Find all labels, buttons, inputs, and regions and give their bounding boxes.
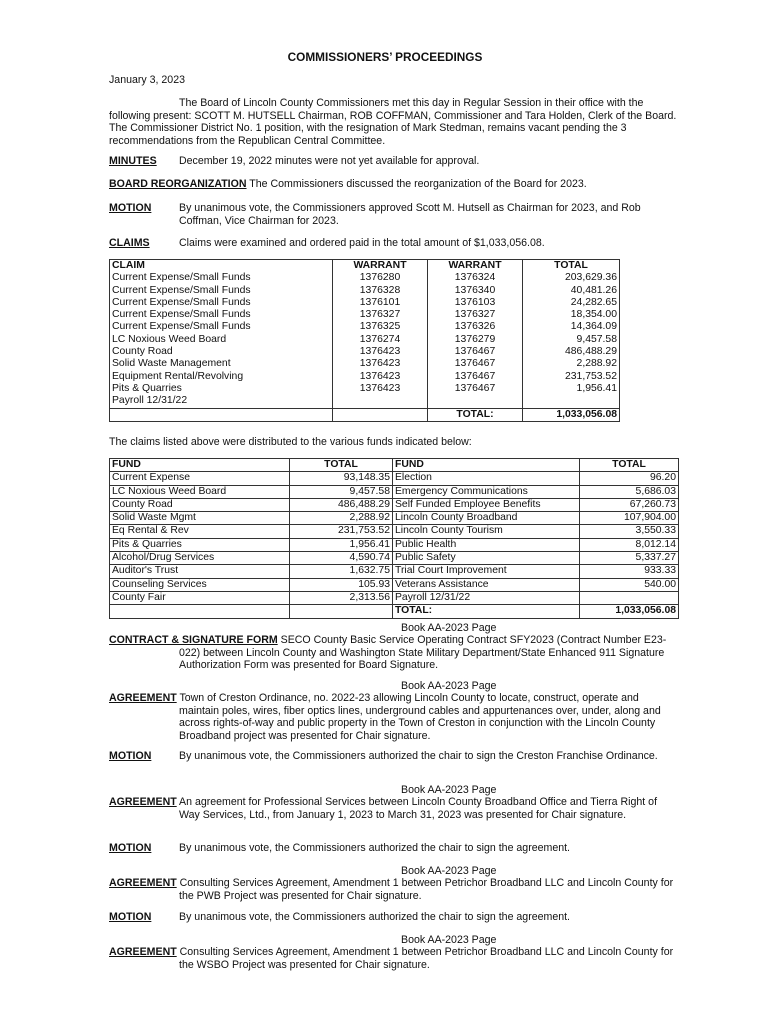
table-cell: 1376326 <box>428 321 523 333</box>
table-row <box>110 297 620 309</box>
table-cell: Public Safety <box>393 552 580 565</box>
table-row <box>110 395 620 408</box>
agreement-label: AGREEMENT <box>109 877 177 889</box>
table-cell: 1376324 <box>428 272 523 284</box>
table-cell: 3,550.33 <box>580 525 679 538</box>
table-cell: 1376423 <box>333 371 428 383</box>
table-cell: 96.20 <box>580 472 679 485</box>
table-cell <box>110 605 290 618</box>
contract-label: CONTRACT & SIGNATURE FORM <box>109 634 278 646</box>
table-cell: 1,632.75 <box>290 565 393 578</box>
table-cell: 231,753.52 <box>523 371 620 383</box>
agreement-item <box>109 946 679 971</box>
funds-table-body <box>110 472 679 618</box>
motion-text: By unanimous vote, the Commissioners authorized the chair to sign the Creston Franchise Ordinance. <box>179 750 658 762</box>
minutes-text: December 19, 2022 minutes were not yet available for approval. <box>179 155 480 167</box>
table-row <box>110 358 620 370</box>
table-cell: 93,148.35 <box>290 472 393 485</box>
column-header: TOTAL <box>523 260 620 273</box>
table-cell: Public Health <box>393 538 580 551</box>
table-row <box>110 346 620 358</box>
table-cell: 1376279 <box>428 334 523 346</box>
table-cell <box>333 395 428 408</box>
table-cell: 1376274 <box>333 334 428 346</box>
agreement-item <box>109 692 679 743</box>
table-cell: 67,260.73 <box>580 498 679 511</box>
table-cell: Current Expense <box>110 472 290 485</box>
table-cell: Solid Waste Management <box>112 358 231 370</box>
table-cell: 24,282.65 <box>523 297 620 309</box>
table-row <box>110 578 679 591</box>
contract-text: SECO County Basic Service Operating Contract SFY2023 (Contract Number E23-022) between Lincoln County and Washington State Military Department/State Enhanced 911 Signature Authorization Form was presented for Board Signature. <box>179 634 667 672</box>
column-header: FUND <box>393 459 580 472</box>
table-cell: 1376467 <box>428 346 523 358</box>
table-row <box>110 498 679 511</box>
table-cell: 1,956.41 <box>523 383 620 395</box>
table-cell: Election <box>393 472 580 485</box>
table-row <box>110 565 679 578</box>
motion-label: MOTION <box>109 750 152 762</box>
table-row <box>110 371 620 383</box>
agreement-text: Consulting Services Agreement, Amendment 1 between Petrichor Broadband LLC and Lincoln County for the PWB Project was presented for Chair signature. <box>176 877 674 902</box>
table-cell: 1376101 <box>333 297 428 309</box>
table-cell <box>523 395 620 408</box>
table-cell: 2,313.56 <box>290 591 393 604</box>
column-header: FUND <box>110 459 290 472</box>
table-cell: Veterans Assistance <box>393 578 580 591</box>
table-cell: 1376340 <box>428 285 523 297</box>
motion-label: MOTION <box>109 842 152 854</box>
table-cell: 2,288.92 <box>523 358 620 370</box>
table-cell: Payroll 12/31/22 <box>393 591 580 604</box>
table-cell <box>290 605 393 618</box>
distribution-text: The claims listed above were distributed to the various funds indicated below: <box>109 436 472 448</box>
funds-table <box>109 458 679 619</box>
table-cell: 14,364.09 <box>523 321 620 333</box>
table-cell: Auditor's Trust <box>110 565 290 578</box>
table-cell: 2,288.92 <box>290 512 393 525</box>
table-cell: Equipment Rental/Revolving <box>112 370 244 382</box>
page-title: COMMISSIONERS’ PROCEEDINGS <box>287 50 483 64</box>
table-cell: 1376467 <box>428 358 523 370</box>
table-cell: 5,686.03 <box>580 485 679 498</box>
table-cell: County Road <box>112 346 173 358</box>
table-cell: 1376325 <box>333 321 428 333</box>
table-row <box>110 285 620 297</box>
table-cell: Lincoln County Tourism <box>393 525 580 538</box>
table-cell: 486,488.29 <box>523 346 620 358</box>
reorganization-item <box>109 178 681 191</box>
book-page-ref: Book AA-2023 Page <box>401 680 497 692</box>
table-row <box>110 605 679 618</box>
table-cell: 5,337.27 <box>580 552 679 565</box>
table-cell: 1376280 <box>333 272 428 284</box>
table-row <box>110 383 620 395</box>
claims-label: CLAIMS <box>109 237 150 249</box>
contract-item <box>109 634 679 672</box>
table-cell: Eq Rental & Rev <box>110 525 290 538</box>
table-row <box>110 272 620 284</box>
table-row <box>110 321 620 333</box>
agreement-text: Consulting Services Agreement, Amendment 1 between Petrichor Broadband LLC and Lincoln County for the WSBO Project was presented for Chair signature. <box>176 946 674 971</box>
table-cell: 8,012.14 <box>580 538 679 551</box>
agreement-label: AGREEMENT <box>109 692 177 704</box>
agreement-text: An agreement for Professional Services between Lincoln County Broadband Office and Tierra Right of Way Services, Ltd., from January 1, 2023 to March 31, 2023 was presented for Chair signature. <box>176 796 658 821</box>
table-cell: Current Expense/Small Funds <box>112 309 251 321</box>
table-cell: County Road <box>110 498 290 511</box>
table-cell: Alcohol/Drug Services <box>110 552 290 565</box>
column-header: CLAIM <box>112 260 145 271</box>
table-cell: Pits & Quarries <box>110 538 290 551</box>
table-header-row <box>110 459 679 472</box>
column-header: TOTAL <box>580 459 679 472</box>
table-cell <box>580 591 679 604</box>
motion-label: MOTION <box>109 911 152 923</box>
table-cell: 9,457.58 <box>523 334 620 346</box>
table-row <box>110 512 679 525</box>
table-cell: 1376423 <box>333 358 428 370</box>
motion-text: By unanimous vote, the Commissioners approved Scott M. Hutsell as Chairman for 2023, and Rob Coffman, Vice Chairman for 2023. <box>179 202 641 227</box>
table-total-row <box>110 408 620 421</box>
table-cell: Solid Waste Mgmt <box>110 512 290 525</box>
reorganization-text: The Commissioners discussed the reorganization of the Board for 2023. <box>246 178 587 190</box>
intro-paragraph: The Board of Lincoln County Commissioners met this day in Regular Session in their office with the following present: SCOTT M. HUTSELL Chairman, ROB COFFMAN, Commissioner and Tara Holden, Clerk of the Board. The Commissioner District No. 1 position, with the resignation of Mark Stedman, remains vacant pending the 3 recommendations from the Republican Central Committee. <box>109 97 677 148</box>
table-cell: 1376423 <box>333 346 428 358</box>
table-cell: Current Expense/Small Funds <box>112 321 251 333</box>
motion-label: MOTION <box>109 202 152 214</box>
meeting-date: January 3, 2023 <box>109 74 185 86</box>
table-cell: 1,033,056.08 <box>580 605 679 618</box>
book-page-ref: Book AA-2023 Page <box>401 622 497 634</box>
column-header: TOTAL <box>290 459 393 472</box>
claims-table-body <box>110 272 620 408</box>
table-cell: LC Noxious Weed Board <box>112 333 227 345</box>
table-row <box>110 525 679 538</box>
table-cell: Current Expense/Small Funds <box>112 296 251 308</box>
table-cell: 40,481.26 <box>523 285 620 297</box>
agreement-item <box>109 796 679 821</box>
table-cell: 231,753.52 <box>290 525 393 538</box>
table-row <box>110 472 679 485</box>
table-cell: Payroll 12/31/22 <box>112 395 188 407</box>
table-row <box>110 591 679 604</box>
table-cell: 486,488.29 <box>290 498 393 511</box>
table-cell: 1376328 <box>333 285 428 297</box>
table-cell: Trial Court Improvement <box>393 565 580 578</box>
agreement-text: Town of Creston Ordinance, no. 2022-23 allowing Lincoln County to locate, construct, operate and maintain poles, wires, fiber optics lines, underground cables and appurtenances over, under, along and across rights-of-way and public property in the Town of Creston in conjunction with the Lincoln County Broadband project was presented for Chair signature. <box>176 692 661 743</box>
agreement-label: AGREEMENT <box>109 946 177 958</box>
table-cell: 540.00 <box>580 578 679 591</box>
table-row <box>110 485 679 498</box>
table-cell <box>428 395 523 408</box>
table-row <box>110 538 679 551</box>
table-cell: 1376467 <box>428 383 523 395</box>
book-page-ref: Book AA-2023 Page <box>401 865 497 877</box>
table-cell: 203,629.36 <box>523 272 620 284</box>
table-cell: 1,956.41 <box>290 538 393 551</box>
table-cell: LC Noxious Weed Board <box>110 485 290 498</box>
table-cell: 933.33 <box>580 565 679 578</box>
table-cell: 4,590.74 <box>290 552 393 565</box>
table-cell: County Fair <box>110 591 290 604</box>
agreement-label: AGREEMENT <box>109 796 177 808</box>
column-header: WARRANT <box>333 260 428 273</box>
table-cell: 1376103 <box>428 297 523 309</box>
table-cell: 18,354.00 <box>523 309 620 321</box>
table-row <box>110 552 679 565</box>
table-cell: 105.93 <box>290 578 393 591</box>
minutes-label: MINUTES <box>109 155 157 167</box>
table-cell: 9,457.58 <box>290 485 393 498</box>
table-cell: 107,904.00 <box>580 512 679 525</box>
column-header: WARRANT <box>428 260 523 273</box>
book-page-ref: Book AA-2023 Page <box>401 784 497 796</box>
total-label: TOTAL: <box>428 408 523 421</box>
table-cell: Emergency Communications <box>393 485 580 498</box>
claims-table <box>109 259 620 422</box>
table-row <box>110 334 620 346</box>
table-cell: 1376327 <box>333 309 428 321</box>
table-cell: Current Expense/Small Funds <box>112 272 251 284</box>
table-cell: Current Expense/Small Funds <box>112 284 251 296</box>
table-cell: Pits & Quarries <box>112 382 182 394</box>
table-cell: 1376423 <box>333 383 428 395</box>
claims-text: Claims were examined and ordered paid in the total amount of $1,033,056.08. <box>179 237 545 249</box>
table-row <box>110 309 620 321</box>
table-cell: TOTAL: <box>393 605 580 618</box>
table-cell: Counseling Services <box>110 578 290 591</box>
table-cell: 1376327 <box>428 309 523 321</box>
table-header-row <box>110 260 620 273</box>
total-value: 1,033,056.08 <box>523 408 620 421</box>
motion-text: By unanimous vote, the Commissioners authorized the chair to sign the agreement. <box>179 842 570 854</box>
book-page-ref: Book AA-2023 Page <box>401 934 497 946</box>
reorganization-label: BOARD REORGANIZATION <box>109 178 247 190</box>
table-cell: 1376467 <box>428 371 523 383</box>
table-cell: Self Funded Employee Benefits <box>393 498 580 511</box>
agreement-item <box>109 877 679 902</box>
table-cell: Lincoln County Broadband <box>393 512 580 525</box>
motion-text: By unanimous vote, the Commissioners authorized the chair to sign the agreement. <box>179 911 570 923</box>
